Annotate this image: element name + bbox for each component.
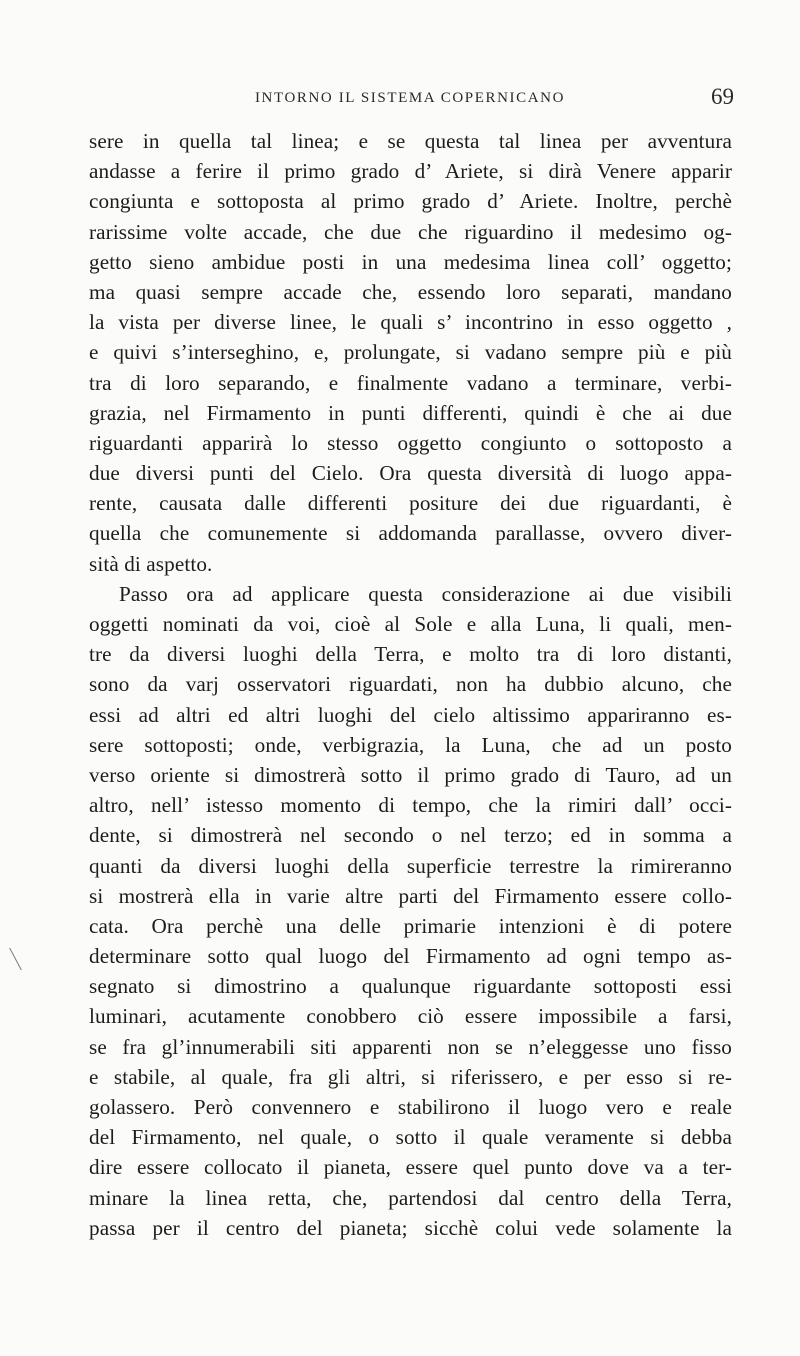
text-line: e stabile, al quale, fra gli altri, si riferissero, e per esso si re- bbox=[89, 1064, 732, 1089]
text-line: due diversi punti del Cielo. Ora questa diversità di luogo appa- bbox=[89, 461, 732, 486]
text-line: tre da diversi luoghi della Terra, e molto tra di loro distanti, bbox=[89, 642, 732, 667]
text-line: verso oriente si dimostrerà sotto il primo grado di Tauro, ad un bbox=[89, 762, 732, 787]
text-line: rente, causata dalle differenti positure dei due riguardanti, è bbox=[89, 491, 732, 516]
text-line: quella che comunemente si addomanda parallasse, ovvero diver- bbox=[89, 521, 732, 546]
text-line: se fra gl’innumerabili siti apparenti non se n’eleggesse uno fisso bbox=[89, 1034, 732, 1059]
text-line: si mostrerà ella in varie altre parti del Firmamento essere collo- bbox=[89, 883, 732, 908]
text-line: ma quasi sempre accade che, essendo loro separati, mandano bbox=[89, 279, 732, 304]
text-line: riguardanti apparirà lo stesso oggetto congiunto o sottoposto a bbox=[89, 430, 732, 455]
text-line: rarissime volte accade, che due che riguardino il medesimo og- bbox=[89, 219, 732, 244]
text-line: dire essere collocato il pianeta, essere quel punto dove va a ter- bbox=[89, 1155, 732, 1180]
text-line: andasse a ferire il primo grado d’ Ariete, si dirà Venere apparir bbox=[89, 159, 732, 184]
text-line: congiunta e sottoposta al primo grado d’ Ariete. Inoltre, perchè bbox=[89, 189, 732, 214]
text-line: minare la linea retta, che, partendosi dal centro della Terra, bbox=[89, 1185, 732, 1210]
text-line: dente, si dimostrerà nel secondo o nel terzo; ed in somma a bbox=[89, 823, 732, 848]
text-line: determinare sotto qual luogo del Firmamento ad ogni tempo as- bbox=[89, 944, 732, 969]
running-head bbox=[90, 84, 734, 116]
text-line: segnato si dimostrino a qualunque riguardante sottoposti essi bbox=[89, 974, 732, 999]
running-title: INTORNO IL SISTEMA COPERNICANO bbox=[254, 90, 566, 106]
text-line: golassero. Però convennero e stabilirono il luogo vero e reale bbox=[89, 1095, 732, 1119]
body-text bbox=[89, 126, 732, 1243]
text-line: quanti da diversi luoghi della superficie terrestre la rimireranno bbox=[89, 853, 732, 878]
text-line: essi ad altri ed altri luoghi del cielo altissimo appariranno es- bbox=[89, 702, 732, 727]
paragraph-first-line: Passo ora ad applicare questa considerazione ai due visibili bbox=[119, 581, 732, 606]
text-line: passa per il centro del pianeta; sicchè colui vede solamente la bbox=[89, 1215, 732, 1240]
text-line: altro, nell’ istesso momento di tempo, che la rimiri dall’ occi- bbox=[89, 793, 732, 818]
text-line: grazia, nel Firmamento in punti differenti, quindi è che ai due bbox=[89, 400, 732, 425]
text-line: tra di loro separando, e finalmente vadano a terminare, verbi- bbox=[89, 370, 732, 395]
text-line: sità di aspetto. bbox=[89, 551, 213, 576]
text-line: sono da varj osservatori riguardati, non ha dubbio alcuno, che bbox=[89, 672, 732, 697]
margin-pencil-mark bbox=[9, 948, 23, 970]
text-line: e quivi s’interseghino, e, prolungate, si vadano sempre più e più bbox=[89, 340, 732, 365]
page-number: 69 bbox=[711, 84, 734, 109]
text-line: la vista per diverse linee, le quali s’ incontrino in esso oggetto , bbox=[89, 310, 732, 335]
text-line: luminari, acutamente conobbero ciò essere impossibile a farsi, bbox=[89, 1004, 732, 1029]
text-line: sere in quella tal linea; e se questa tal linea per avventura bbox=[89, 129, 732, 153]
text-line: oggetti nominati da voi, cioè al Sole e alla Luna, li quali, men- bbox=[89, 612, 732, 636]
text-line: getto sieno ambidue posti in una medesima linea coll’ oggetto; bbox=[89, 249, 732, 274]
text-line: cata. Ora perchè una delle primarie intenzioni è di potere bbox=[89, 913, 732, 938]
text-line: del Firmamento, nel quale, o sotto il quale veramente si debba bbox=[89, 1125, 732, 1150]
text-line: sere sottoposti; onde, verbigrazia, la Luna, che ad un posto bbox=[89, 732, 732, 757]
